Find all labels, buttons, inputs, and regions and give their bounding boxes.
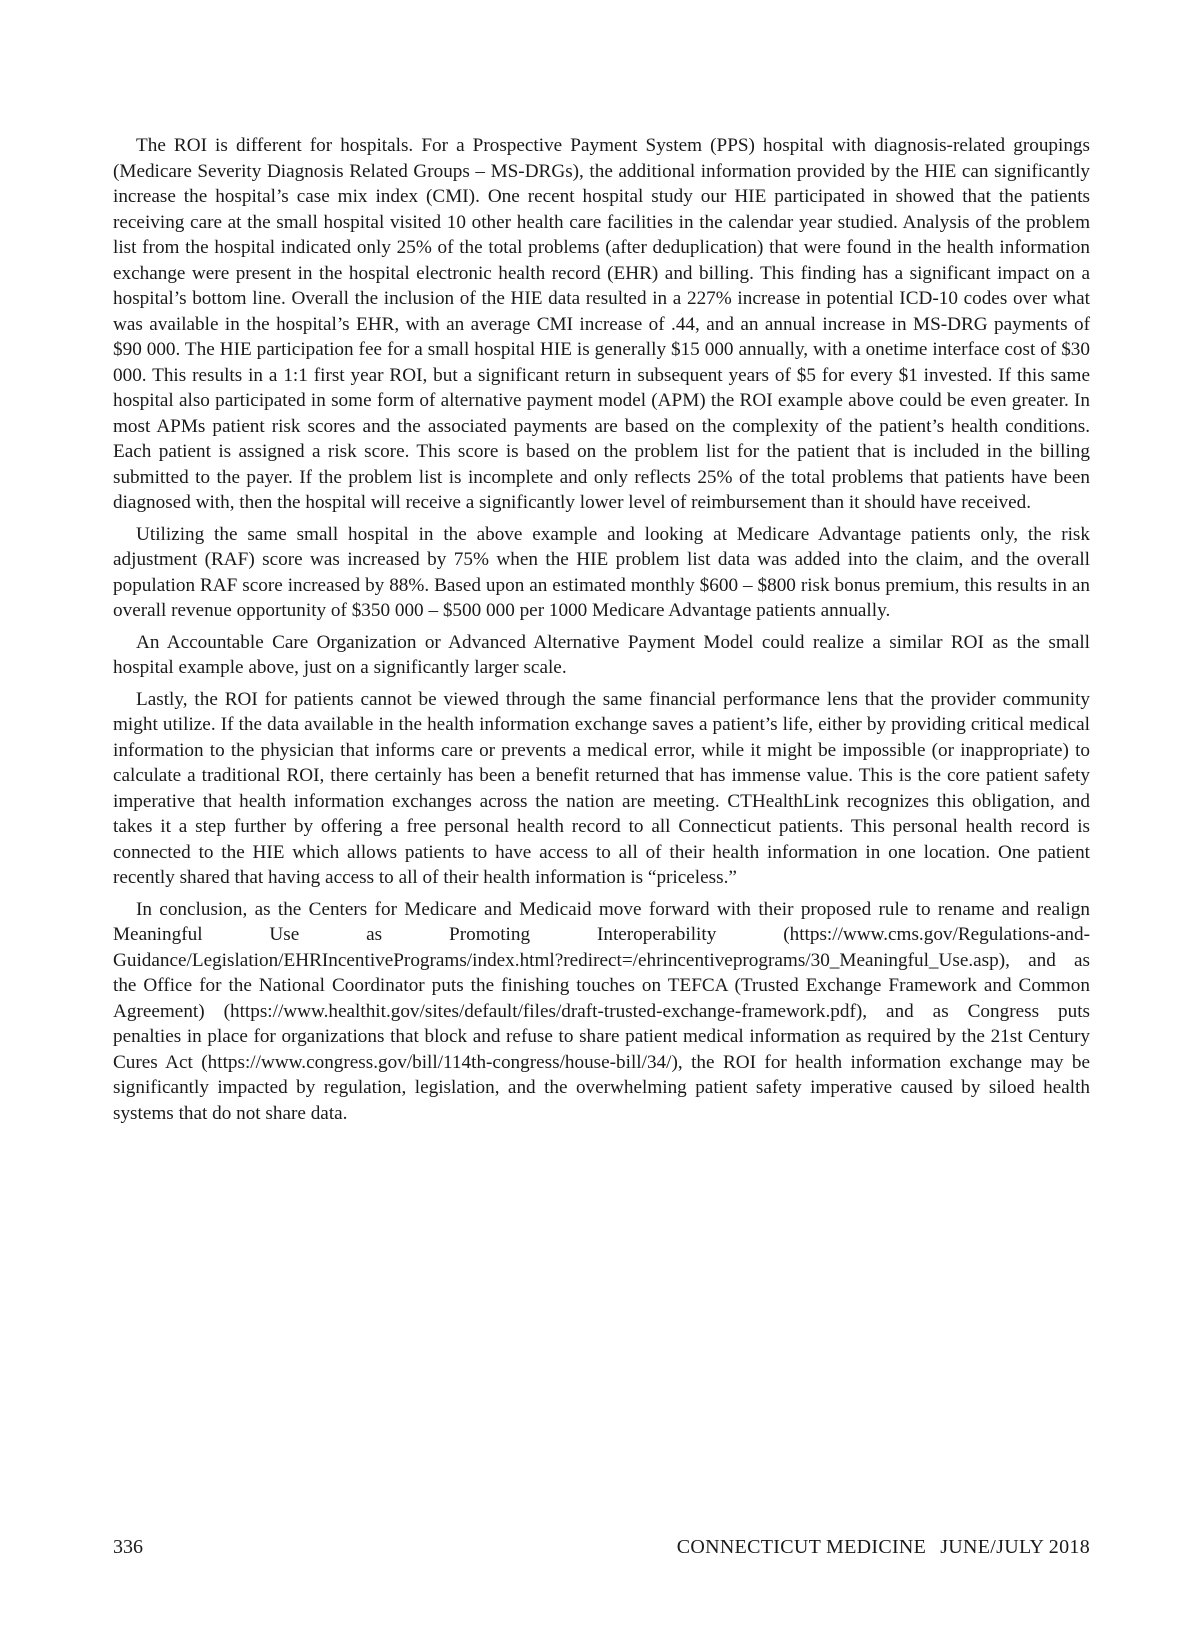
- paragraph-hospital-roi: The ROI is different for hospitals. For a Prospective Payment System (PPS) hospital with diagnosis-related groupings (Medicare Severity Diagnosis Related Groups – MS-DRGs), the additional information provided by the HIE can significantly increase the hospital’s case mix index (CMI). One recent hospital study our HIE participated in showed that the patients receiving care at the small hospital visited 10 other health care facilities in the calendar year studied. Analysis of the problem list from the hospital indicated only 25% of the total problems (after deduplication) that were found in the health information exchange were present in the hospital electronic health record (EHR) and billing. This finding has a significant impact on a hospital’s bottom line. Overall the inclusion of the HIE data resulted in a 227% increase in potential ICD-10 codes over what was available in the hospital’s EHR, with an average CMI increase of .44, and an annual increase in MS-DRG payments of $90 000. The HIE participation fee for a small hospital HIE is generally $15 000 annually, with a onetime interface cost of $30 000. This results in a 1:1 first year ROI, but a significant return in subsequent years of $5 for every $1 invested. If this same hospital also participated in some form of alternative payment model (APM) the ROI example above could be even greater. In most APMs patient risk scores and the associated payments are based on the complexity of the patient’s health conditions. Each patient is assigned a risk score. This score is based on the problem list for the patient that is included in the billing submitted to the payer. If the problem list is incomplete and only reflects 25% of the total problems that patients have been diagnosed with, then the hospital will receive a significantly lower level of reimbursement than it should have received.: [113, 135, 1090, 513]
- journal-issue: JUNE/JULY 2018: [940, 1536, 1090, 1558]
- page-number: 336: [113, 1536, 143, 1558]
- journal-title: CONNECTICUT MEDICINE: [676, 1536, 927, 1558]
- article-body: [113, 133, 1090, 1132]
- paragraph-medicare-advantage: Utilizing the same small hospital in the above example and looking at Medicare Advantage patients only, the risk adjustment (RAF) score was increased by 75% when the HIE problem list data was added into the claim, and the overall population RAF score increased by 88%. Based upon an estimated monthly $600 – $800 risk bonus premium, this results in an overall revenue opportunity of $350 000 – $500 000 per 1000 Medicare Advantage patients annually.: [113, 523, 1090, 621]
- paragraph-aco: An Accountable Care Organization or Advanced Alternative Payment Model could realize a similar ROI as the small hospital example above, just on a significantly larger scale.: [113, 631, 1090, 678]
- journal-info: [677, 1534, 1090, 1560]
- page-footer: [113, 1534, 1090, 1560]
- paragraph-patient-roi: Lastly, the ROI for patients cannot be viewed through the same financial performance lens that the provider community might utilize. If the data available in the health information exchange saves a patient’s life, either by providing critical medical information to the physician that informs care or prevents a medical error, while it might be impossible (or inappropriate) to calculate a traditional ROI, there certainly has been a benefit returned that has immense value. This is the core patient safety imperative that health information exchanges across the nation are meeting. CTHealthLink recognizes this obligation, and takes it a step further by offering a free personal health record to all Connecticut patients. This personal health record is connected to the HIE which allows patients to have access to all of their health information in one location. One patient recently shared that having access to all of their health information is “priceless.”: [113, 688, 1090, 888]
- paragraph-conclusion: In conclusion, as the Centers for Medicare and Medicaid move forward with their proposed rule to rename and realign Meaningful Use as Promoting Interoperability (https://www.cms.gov/Regulations-and-Guidance/Legislation/EHRIncentivePrograms/index.html?redirect=/ehrincentiveprograms/30_Meaningful_Use.asp), and as the Office for the National Coordinator puts the finishing touches on TEFCA (Trusted Exchange Framework and Common Agreement) (https://www.healthit.gov/sites/default/files/draft-trusted-exchange-framework.pdf), and as Congress puts penalties in place for organizations that block and refuse to share patient medical information as required by the 21st Century Cures Act (https://www.congress.gov/bill/114th-congress/house-bill/34/), the ROI for health information exchange may be significantly impacted by regulation, legislation, and the overwhelming patient safety imperative caused by siloed health systems that do not share data.: [113, 898, 1090, 1124]
